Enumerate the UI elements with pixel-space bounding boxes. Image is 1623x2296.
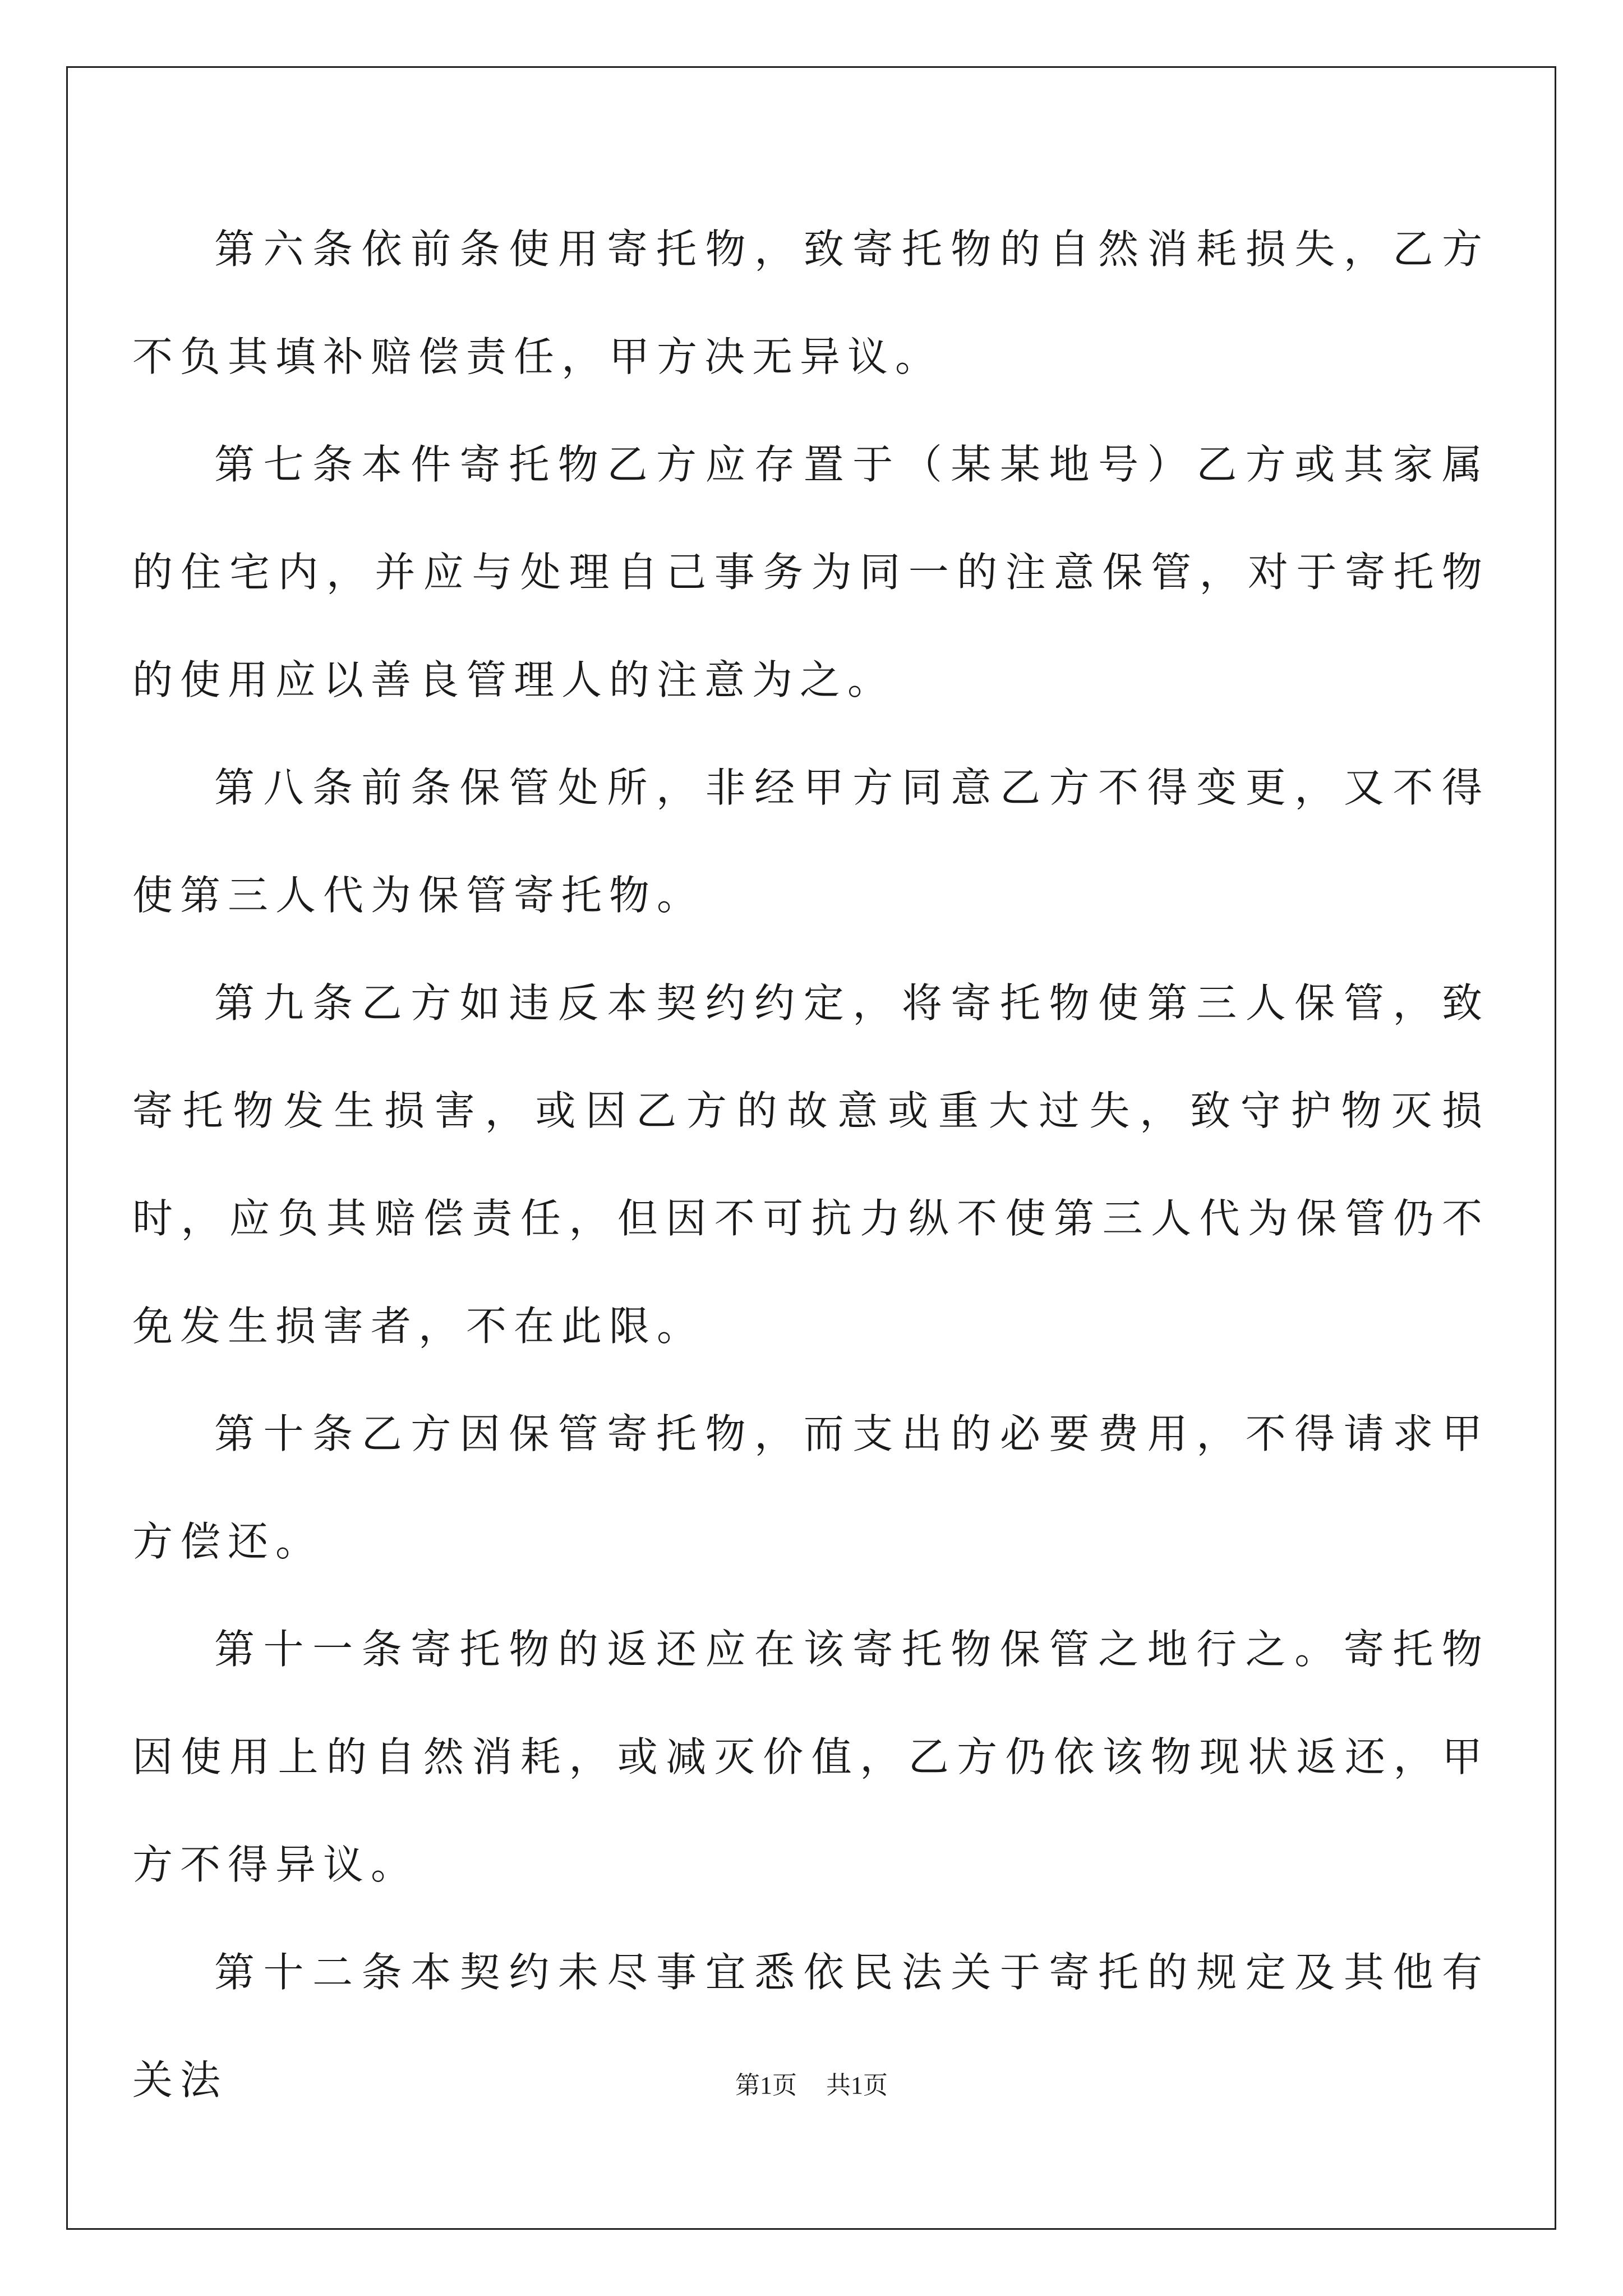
page-total: 共1页 bbox=[826, 2072, 888, 2099]
paragraph-article-12: 第十二条本契约未尽事宜悉依民法关于寄托的规定及其他有关法 bbox=[132, 1949, 1490, 2104]
paragraph-article-6: 第六条依前条使用寄托物，致寄托物的自然消耗损失，乙方不负其填补赔偿责任，甲方决无异议。 bbox=[132, 226, 1490, 380]
paragraph-article-11: 第十一条寄托物的返还应在该寄托物保管之地行之。寄托物因使用上的自然消耗，或减灭价值，乙方仍依该物现状返还，甲方不得异议。 bbox=[132, 1626, 1490, 1888]
page-number: 第1页 bbox=[735, 2072, 797, 2099]
paragraph-article-7: 第七条本件寄托物乙方应存置于（某某地号）乙方或其家属的住宅内，并应与处理自己事务为同一的注意保管，对于寄托物的使用应以善良管理人的注意为之。 bbox=[132, 441, 1490, 703]
paragraph-article-9: 第九条乙方如违反本契约约定，将寄托物使第三人保管，致寄托物发生损害，或因乙方的故意或重大过失，致守护物灭损时，应负其赔偿责任，但因不可抗力纵不使第三人代为保管仍不免发生损害者，不在此限。 bbox=[132, 979, 1490, 1350]
paragraph-article-10: 第十条乙方因保管寄托物，而支出的必要费用，不得请求甲方偿还。 bbox=[132, 1410, 1490, 1565]
paragraph-article-8: 第八条前条保管处所，非经甲方同意乙方不得变更，又不得使第三人代为保管寄托物。 bbox=[132, 764, 1490, 919]
page-footer bbox=[0, 2069, 1623, 2102]
